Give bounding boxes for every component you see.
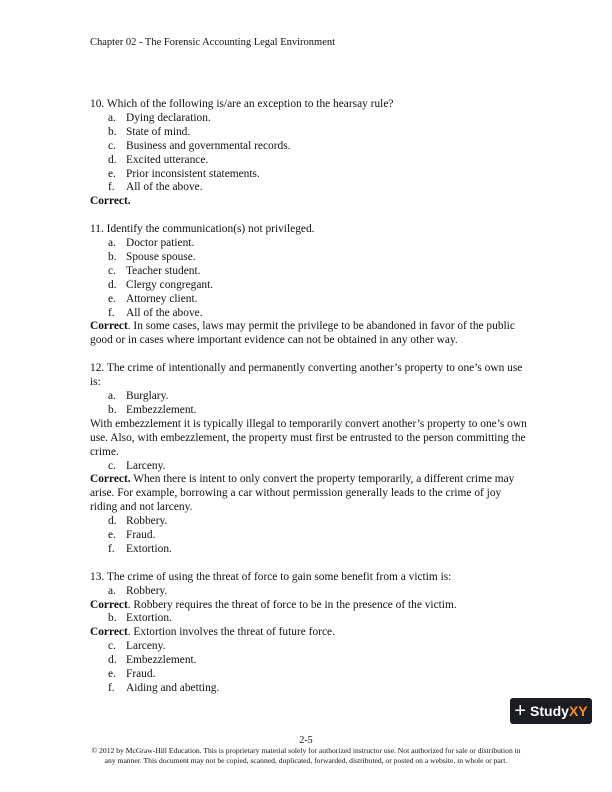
option-letter: f. xyxy=(108,181,115,194)
option-letter: e. xyxy=(108,167,116,180)
option-text: Fraud. xyxy=(126,529,156,542)
option-letter: d. xyxy=(108,153,117,166)
plus-icon: + xyxy=(514,700,527,722)
q12-option-c xyxy=(90,460,530,474)
option-letter: b. xyxy=(108,612,117,625)
feedback-text: . In some cases, laws may permit the privilege to be abandoned in favor of the public good or in cases where important evidence can not be obtained in any other way. xyxy=(90,320,515,347)
option-text: All of the above. xyxy=(126,181,203,194)
option-text: Business and governmental records. xyxy=(126,139,291,152)
q13-option-c xyxy=(90,640,530,654)
option-text: Robbery. xyxy=(126,515,168,528)
correct-label: Correct. xyxy=(90,473,131,486)
q13-option-b xyxy=(90,612,530,626)
copyright-footer: © 2012 by McGraw-Hill Education. This is proprietary material solely for authorized instructor use. Not authorized for sale or distribution in any manner. This document may not be copied, scanned, duplicated, forwarded, distributed, or posted on a website, in whole or part. xyxy=(91,746,521,765)
option-text: Embezzlement. xyxy=(126,654,197,667)
option-letter: f. xyxy=(108,306,115,319)
option-text: Aiding and abetting. xyxy=(126,682,220,695)
q10-option-c xyxy=(90,140,530,154)
question-10: 10. Which of the following is/are an exception to the hearsay rule? xyxy=(90,98,394,110)
q13-option-e xyxy=(90,668,530,682)
q12-option-a xyxy=(90,390,530,404)
option-letter: a. xyxy=(108,111,116,124)
option-letter: d. xyxy=(108,278,117,291)
option-text: Doctor patient. xyxy=(126,237,195,250)
option-text: Attorney client. xyxy=(126,292,198,305)
feedback-text: . Robbery requires the threat of force to be in the presence of the victim. xyxy=(127,598,457,611)
q11-option-f xyxy=(90,307,530,321)
q13-feedback-a xyxy=(90,599,530,613)
option-letter: e. xyxy=(108,529,116,542)
option-letter: c. xyxy=(108,640,116,653)
feedback-text: When there is intent to only convert the property temporarily, a different crime may arise. For example, borrowing a car without permission generally leads to the crime of joy riding and not larceny. xyxy=(90,473,515,514)
q13-option-d xyxy=(90,654,530,668)
option-letter: a. xyxy=(108,584,116,597)
q10-option-a xyxy=(90,112,530,126)
option-text: Robbery. xyxy=(126,584,168,597)
option-letter: d. xyxy=(108,515,117,528)
correct-label: Correct. xyxy=(90,195,131,208)
option-letter: a. xyxy=(108,237,116,250)
q10-feedback xyxy=(90,195,530,209)
option-letter: f. xyxy=(108,542,115,555)
correct-label: Correct xyxy=(90,598,128,611)
q13-feedback-b xyxy=(90,626,530,640)
option-letter: b. xyxy=(108,250,117,263)
option-text: State of mind. xyxy=(126,125,191,138)
q11-option-e xyxy=(90,293,530,307)
q10-option-f xyxy=(90,181,530,195)
option-text: Teacher student. xyxy=(126,264,201,277)
brand-text: Study xyxy=(530,703,569,719)
option-letter: f. xyxy=(108,682,115,695)
option-letter: b. xyxy=(108,403,117,416)
q13-option-f xyxy=(90,682,530,696)
option-text: Larceny. xyxy=(126,459,166,472)
brand-accent-text: XY xyxy=(568,703,588,719)
option-letter: a. xyxy=(108,390,116,402)
option-text: Burglary. xyxy=(126,390,169,402)
q12-note-b: With embezzlement it is typically illegal to temporarily convert another’s property to one’s own use. Also, with embezzlement, the property must first be entrusted to the person committing the crime. xyxy=(90,417,527,458)
option-letter: c. xyxy=(108,459,116,472)
option-letter: c. xyxy=(108,264,116,277)
option-letter: e. xyxy=(108,292,116,305)
option-text: Prior inconsistent statements. xyxy=(126,167,260,180)
page-header: Chapter 02 - The Forensic Accounting Legal Environment xyxy=(90,37,336,48)
option-text: Extortion. xyxy=(126,542,172,555)
option-letter: c. xyxy=(108,139,116,152)
option-letter: b. xyxy=(108,125,117,138)
option-text: Spouse spouse. xyxy=(126,250,196,263)
correct-label: Correct xyxy=(90,320,128,333)
q10-option-b xyxy=(90,126,530,140)
q12-option-b xyxy=(90,404,530,418)
option-text: Fraud. xyxy=(126,668,156,681)
option-text: Dying declaration. xyxy=(126,111,211,124)
q11-option-b xyxy=(90,251,530,265)
option-text: Clergy congregant. xyxy=(126,278,214,291)
studyxy-badge[interactable] xyxy=(510,698,592,724)
question-13: 13. The crime of using the threat of force to gain some benefit from a victim is: xyxy=(90,570,452,583)
q11-feedback xyxy=(90,320,530,348)
feedback-text: . Extortion involves the threat of future force. xyxy=(127,626,335,639)
question-11: 11. Identify the communication(s) not privileged. xyxy=(90,223,315,236)
page-number: 2-5 xyxy=(299,735,313,746)
q13-option-a xyxy=(90,585,530,599)
correct-label: Correct xyxy=(90,626,128,639)
q10-option-e xyxy=(90,168,530,182)
option-letter: d. xyxy=(108,654,117,667)
q11-option-a xyxy=(90,237,530,251)
q11-option-d xyxy=(90,279,530,293)
option-text: Larceny. xyxy=(126,640,166,653)
option-letter: e. xyxy=(108,668,116,681)
option-text: Extortion. xyxy=(126,612,172,625)
q12-option-e xyxy=(90,529,530,543)
q10-option-d xyxy=(90,154,530,168)
q11-option-c xyxy=(90,265,530,279)
document-body xyxy=(90,98,530,696)
q12-feedback xyxy=(90,473,530,515)
q12-option-f xyxy=(90,543,530,557)
q12-option-d xyxy=(90,515,530,529)
question-12: 12. The crime of intentionally and permanently converting another’s property to one’s own use is: xyxy=(90,362,523,389)
option-text: Excited utterance. xyxy=(126,153,209,166)
option-text: Embezzlement. xyxy=(126,403,197,416)
option-text: All of the above. xyxy=(126,306,203,319)
